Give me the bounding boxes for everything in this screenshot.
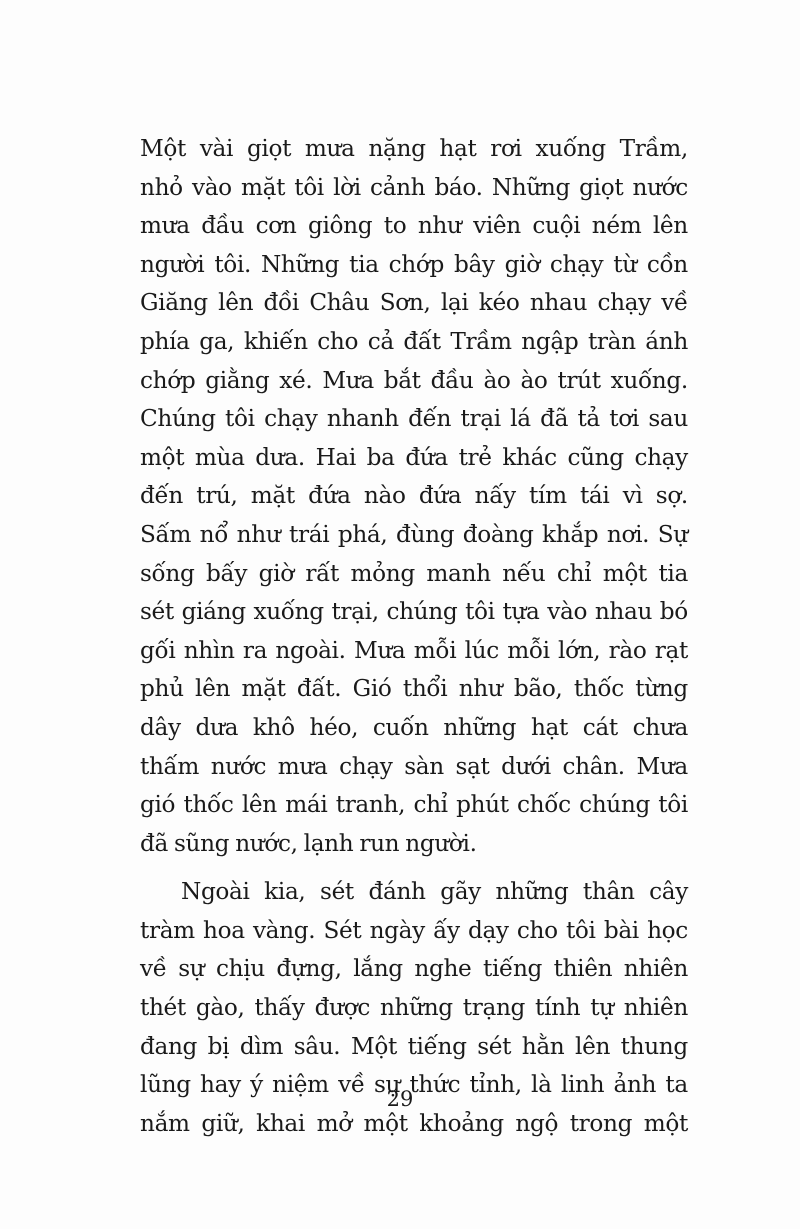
text-line: Một vài giọt mưa nặng hạt rơi xuống Trầm,	[140, 135, 688, 162]
text-line: dây dưa khô héo, cuốn những hạt cát chưa	[140, 713, 688, 741]
text-line: lũng hay ý niệm về sự thức tỉnh, là linh ảnh ta	[140, 1071, 688, 1099]
text-line: người tôi. Những tia chớp bây giờ chạy từ cồn	[140, 250, 688, 278]
text-line: Chúng tôi chạy nhanh đến trại lá đã tả tơi sau	[140, 405, 688, 433]
text-line: đến trú, mặt đứa nào đứa nấy tím tái vì sợ.	[140, 482, 688, 510]
text-line: sống bấy giờ rất mỏng manh nếu chỉ một tia	[140, 559, 688, 587]
text-line: gió thốc lên mái tranh, chỉ phút chốc chúng tôi	[140, 791, 688, 819]
text-line: Giăng lên đồi Châu Sơn, lại kéo nhau chạy về	[140, 289, 688, 317]
body-text	[140, 130, 688, 1143]
text-line: nắm giữ, khai mở một khoảng ngộ trong một	[140, 1109, 688, 1137]
text-line: sét giáng xuống trại, chúng tôi tựa vào nhau bó	[140, 598, 688, 626]
text-line: tràm hoa vàng. Sét ngày ấy dạy cho tôi bài học	[140, 916, 688, 944]
text-line: phủ lên mặt đất. Gió thổi như bão, thốc từng	[140, 675, 688, 703]
text-line: chớp giằng xé. Mưa bắt đầu ào ào trút xuống.	[140, 366, 688, 394]
text-line: mưa đầu cơn giông to như viên cuội ném lên	[140, 212, 688, 240]
text-line: gối nhìn ra ngoài. Mưa mỗi lúc mỗi lớn, rào rạt	[140, 636, 688, 664]
text-line: về sự chịu đựng, lắng nghe tiếng thiên nhiên	[140, 955, 688, 983]
paragraph-gap	[140, 863, 688, 873]
text-line: đang bị dìm sâu. Một tiếng sét hằn lên thung	[140, 1032, 688, 1060]
text-line: đã sũng nước, lạnh run người.	[140, 829, 477, 857]
text-line: thấm nước mưa chạy sàn sạt dưới chân. Mưa	[140, 752, 688, 780]
page-number: 29	[386, 1087, 414, 1111]
paragraph	[140, 130, 688, 863]
text-line: Sấm nổ như trái phá, đùng đoàng khắp nơi. Sự	[140, 520, 688, 548]
text-line: nhỏ vào mặt tôi lời cảnh báo. Những giọt nước	[140, 173, 688, 201]
text-line: Ngoài kia, sét đánh gãy những thân cây	[181, 878, 688, 906]
text-line: thét gào, thấy được những trạng tính tự nhiên	[140, 994, 688, 1022]
text-line: phía ga, khiến cho cả đất Trầm ngập tràn ánh	[140, 327, 688, 355]
text-line: một mùa dưa. Hai ba đứa trẻ khác cũng chạy	[140, 443, 688, 471]
